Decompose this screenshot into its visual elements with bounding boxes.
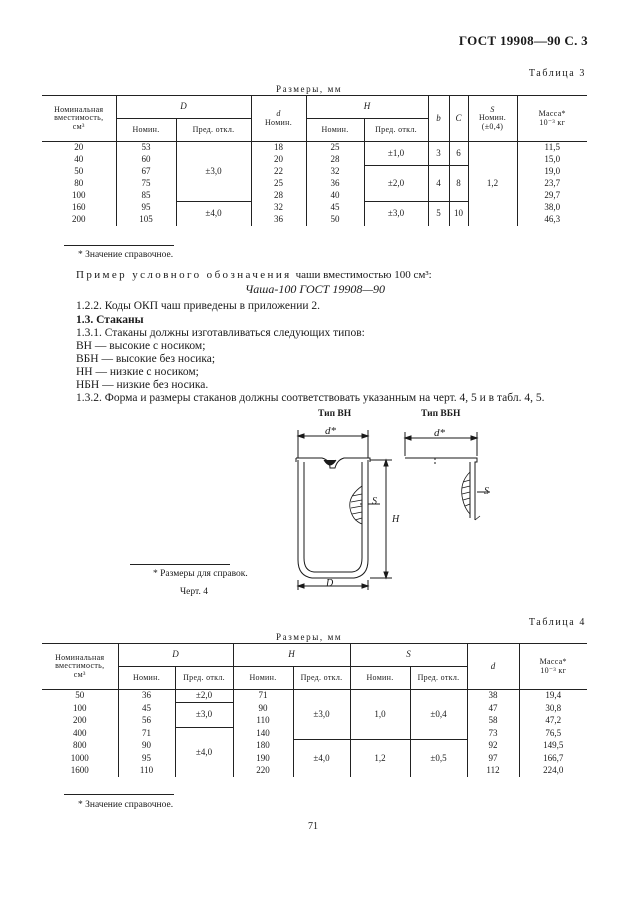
t4-h-capacity: Номинальная вместимость, см³ [42,644,118,690]
table-cell: 18 [251,142,306,154]
table-cell: 100 [42,190,116,202]
fig-title-vbn: Тип ВБН [421,409,461,419]
table-cell: 190 [233,752,293,765]
table3-caption: Размеры, мм [276,84,343,94]
table-cell: 110 [118,765,175,778]
table-cell: 105 [116,214,176,226]
arrow-icon [405,436,411,440]
table-cell: 36 [118,690,175,703]
table-cell: 28 [306,154,364,166]
arrow-icon [384,460,388,466]
table-cell: 160 [42,202,116,214]
table-cell: 50 [42,690,118,703]
t3-h-S: S Номин. (±0,4) [468,96,517,142]
table-cell: 75 [116,178,176,190]
arrow-icon [362,434,368,438]
table-cell: 28 [251,190,306,202]
table-cell: 224,0 [543,765,564,776]
t3-h-capacity: Номинальная вместимость, см³ [42,96,116,142]
table-cell: 85 [116,190,176,202]
table-cell: ±4,0 [175,727,233,777]
table-cell: 92 [467,740,519,753]
t4-h-H-tol: Пред. откл. [293,667,350,690]
t3-h-d: d Номин. [251,96,306,142]
table-cell: 90 [118,740,175,753]
table-cell: 25 [306,142,364,154]
table-cell: 76,5 [545,727,562,738]
footnote-2: * Значение справочное. [78,800,174,810]
table-cell: 90 [233,702,293,715]
arrow-icon [384,572,388,578]
table-cell: 400 [42,727,118,740]
t3-h-D-nom: Номин. [116,119,176,142]
table-cell: 166,7 [543,752,564,763]
t4-h-D: D [118,644,233,667]
fig-title-vn: Тип ВН [318,409,352,419]
table-cell: 71 [233,690,293,703]
t3-h-H-tol: Пред. откл. [364,119,428,142]
t3-h-c: C [449,96,468,142]
table-cell: ±3,0 [364,202,428,226]
table-cell: ±4,0 [176,202,251,226]
table-cell: 45 [306,202,364,214]
table-cell: 97 [467,752,519,765]
vn-label-D: D [326,578,334,589]
table-cell: 19,0 [544,165,561,176]
t4-h-D-nom: Номин. [118,667,175,690]
table-cell: 36 [251,214,306,226]
table-cell: ±2,0 [364,166,428,202]
example-rest: чаши вместимостью 100 см³: [295,269,432,281]
table-cell: 95 [116,202,176,214]
table-cell: 22 [251,166,306,178]
table-cell: 1,2 [350,740,410,778]
table-cell: 110 [233,715,293,728]
footnote-1: * Значение справочное. [78,250,174,260]
example-line [76,265,432,283]
table4 [42,643,587,777]
table-cell: 30,8 [545,702,562,713]
table-cell: 149,5 [543,740,564,751]
table-cell: 20 [42,142,116,154]
table-cell: 200 [42,715,118,728]
table-cell: 4 [428,166,449,202]
table-cell: 20 [251,154,306,166]
beaker-drawing [280,420,510,600]
t3-h-H: H [306,96,428,119]
example-lead: Пример условного обозначения [76,269,292,281]
t3-h-mass: Масса* 10⁻³ кг [517,96,587,142]
table-cell: 32 [251,202,306,214]
table-cell: 53 [116,142,176,154]
table4-caption: Размеры, мм [276,632,343,642]
type-vn: ВН — высокие с носиком; [76,340,206,352]
type-nn: НН — низкие с носиком; [76,366,199,378]
table-cell: 50 [42,166,116,178]
table-cell: ±3,0 [293,690,350,740]
table-cell: ±4,0 [293,740,350,778]
para-1-3-2: 1.3.2. Форма и размеры стаканов должны соответствовать указанным на черт. 4, 5 и в табл. 4, 5. [76,392,545,404]
arrow-icon [362,584,368,588]
vn-label-h: H [392,514,400,525]
t3-h-b: b [428,96,449,142]
table-cell: 47 [467,702,519,715]
table-cell: 36 [306,178,364,190]
table-cell: 40 [306,190,364,202]
designation: Чаша-100 ГОСТ 19908—90 [245,282,386,296]
table-cell: 40 [42,154,116,166]
vn-spout [324,460,336,465]
t3-h-D-tol: Пред. откл. [176,119,251,142]
t4-h-S-nom: Номин. [350,667,410,690]
table-cell: 19,4 [545,690,562,701]
t4-h-d: d [467,644,519,690]
vn-label-d: d* [325,425,336,437]
table-cell: 60 [116,154,176,166]
table-cell: ±3,0 [176,142,251,202]
arrow-icon [471,436,477,440]
table-cell: 1600 [42,765,118,778]
table-cell: 32 [306,166,364,178]
t3-h-D: D [116,96,251,119]
table-cell: 11,5 [544,142,560,153]
t4-h-S: S [350,644,467,667]
table-cell: 29,7 [544,189,561,200]
table-cell: 220 [233,765,293,778]
arrow-icon [298,584,304,588]
table-cell: ±0,4 [410,690,467,740]
vbn-label-s: S [484,486,489,497]
table-cell: 50 [306,214,364,226]
table-cell: ±3,0 [175,702,233,727]
table-cell: ±1,0 [364,142,428,166]
para-1-2-2: 1.2.2. Коды ОКП чаш приведены в приложении 2. [76,300,321,312]
section-1-3: 1.3. Стаканы [76,314,144,326]
table-cell: 8 [449,166,468,202]
table-cell: 200 [42,214,116,226]
table-cell: 56 [118,715,175,728]
table-cell: 80 [42,178,116,190]
table-cell: 46,3 [544,213,561,224]
t4-h-H-nom: Номин. [233,667,293,690]
page-number: 71 [308,821,318,832]
table-cell: ±0,5 [410,740,467,778]
t4-h-S-tol: Пред. откл. [410,667,467,690]
table-cell: 112 [467,765,519,778]
table-cell: 15,0 [544,153,561,164]
table3-label: Таблица 3 [528,68,586,79]
table-cell: 23,7 [544,177,561,188]
t3-h-H-nom: Номин. [306,119,364,142]
table-cell: 1,0 [350,690,410,740]
table-cell: 45 [118,702,175,715]
type-nbn: НБН — низкие без носика. [76,379,209,391]
vbn-rim [405,458,477,520]
table-cell: 67 [116,166,176,178]
vbn-label-d: d* [434,427,445,439]
table-cell: 5 [428,202,449,226]
table-cell: 800 [42,740,118,753]
table-cell: ±2,0 [175,690,233,703]
table-cell: 73 [467,727,519,740]
vn-label-s: S [372,496,377,507]
figure-note-rule [130,564,230,565]
table-cell: 25 [251,178,306,190]
table-cell: 10 [449,202,468,226]
document-header: ГОСТ 19908—90 С. 3 [458,33,588,48]
footnote-rule-2 [64,794,174,795]
table-cell: 6 [449,142,468,166]
figure-note: * Размеры для справок. [153,569,248,579]
table-cell: 38 [467,690,519,703]
type-vbn: ВБН — высокие без носика; [76,353,216,365]
table-cell: 1,2 [468,142,517,226]
table4-label: Таблица 4 [528,617,586,628]
table-cell: 38,0 [544,201,561,212]
table-cell: 47,2 [545,715,562,726]
table-cell: 1000 [42,752,118,765]
figure-caption: Черт. 4 [180,587,208,597]
table-cell: 180 [233,740,293,753]
table-cell: 3 [428,142,449,166]
table-cell: 58 [467,715,519,728]
t4-h-H: H [233,644,350,667]
t4-h-mass: Масса* 10⁻³ кг [519,644,587,690]
footnote-rule [64,245,174,246]
table-cell: 100 [42,702,118,715]
table-cell: 71 [118,727,175,740]
t4-h-D-tol: Пред. откл. [175,667,233,690]
table-cell: 140 [233,727,293,740]
para-1-3-1: 1.3.1. Стаканы должны изготавливаться следующих типов: [76,327,365,339]
table3 [42,95,587,226]
arrow-icon [298,434,304,438]
table-cell: 95 [118,752,175,765]
